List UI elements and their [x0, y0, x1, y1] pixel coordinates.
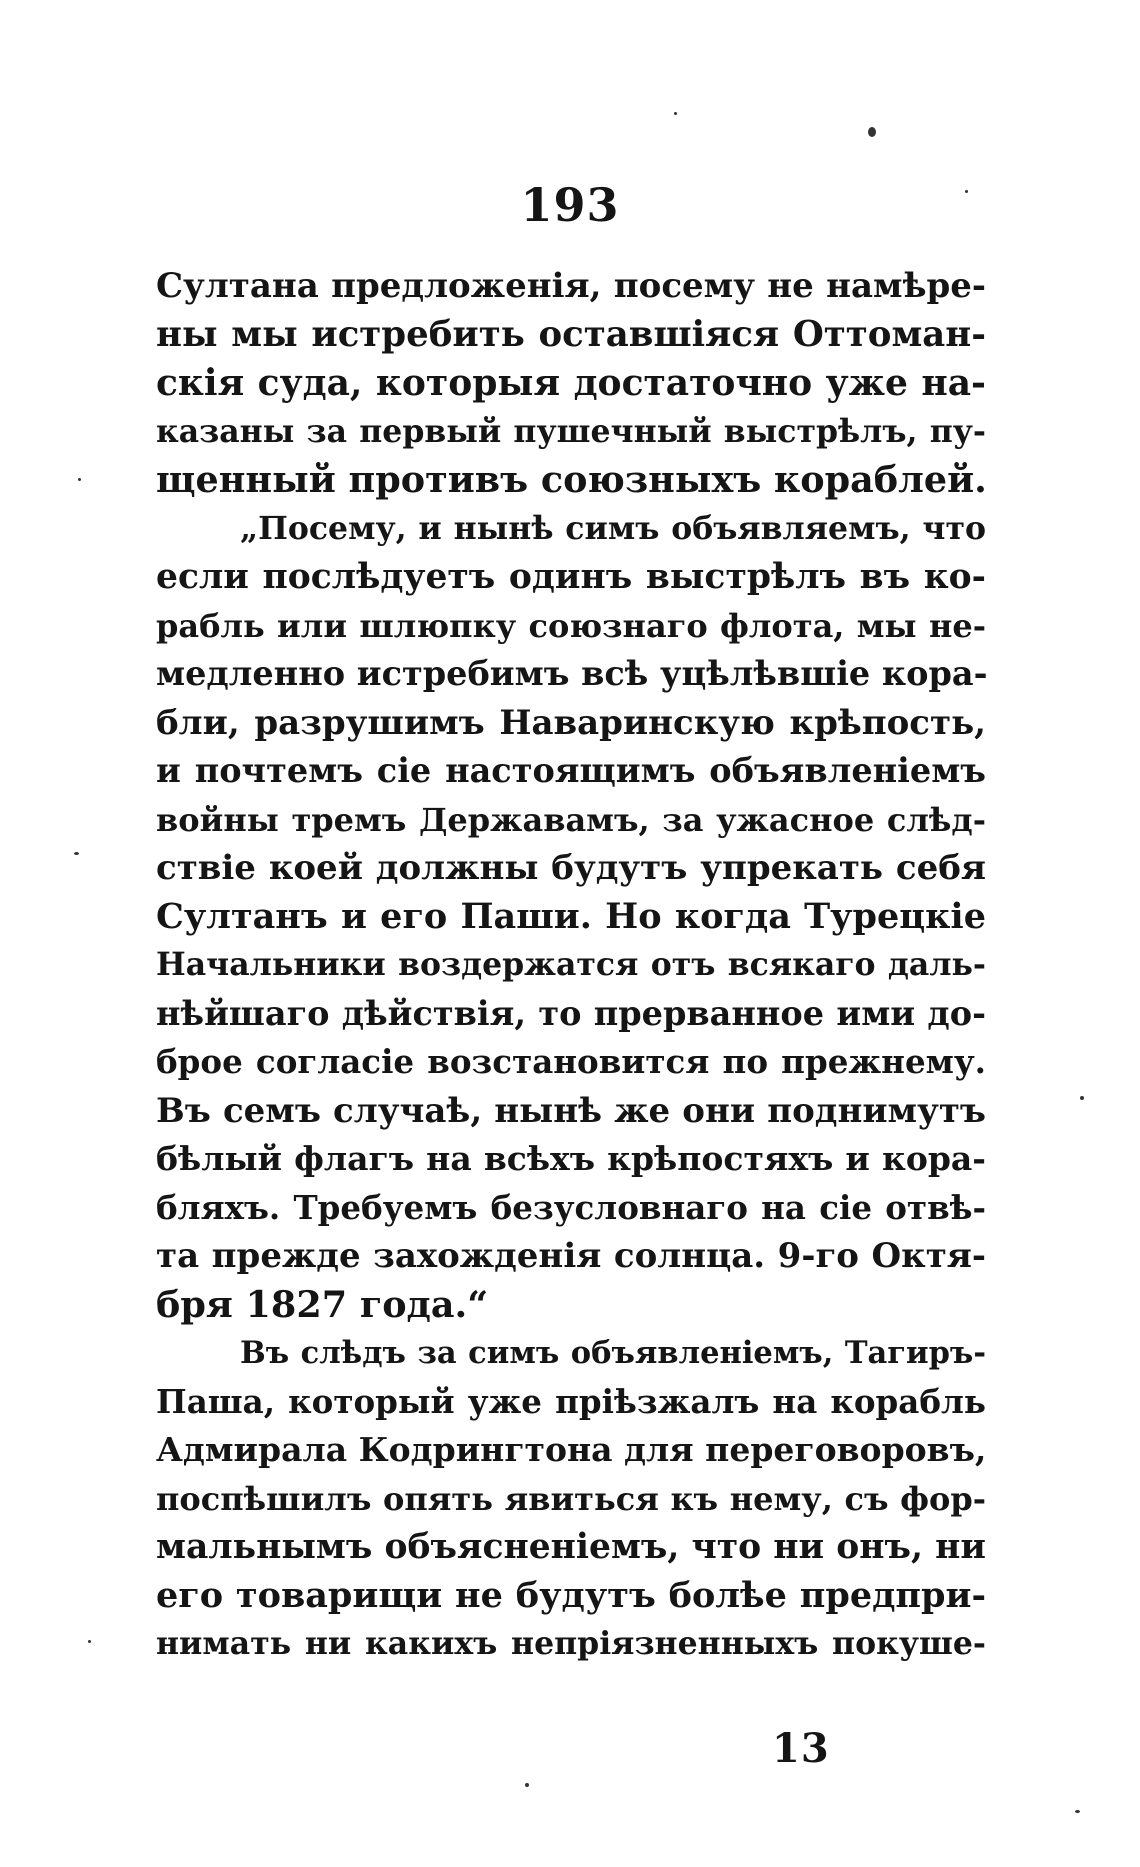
scan-speck: [74, 852, 79, 855]
signature-mark: 13: [772, 1725, 830, 1772]
text-line: бли, разрушимъ Наваринскую крѣпость,: [156, 702, 986, 743]
text-line: щенный противъ союзныхъ кораблей.: [156, 458, 987, 501]
text-line: нѣйшаго дѣйствія, то прерванное ими до-: [156, 993, 986, 1033]
text-line: ны мы истребить оставшіяся Оттоман-: [156, 313, 986, 355]
text-line: Султанъ и его Паши. Но когда Турецкіе: [156, 895, 986, 937]
text-line: и почтемъ сіе настоящимъ объявленіемъ: [156, 751, 986, 790]
text-line: та прежде захожденія солнца. 9-го Октя-: [156, 1236, 986, 1276]
text-line: войны тремъ Державамъ, за ужасное слѣд-: [156, 800, 986, 839]
scan-speck: [1080, 1096, 1084, 1100]
text-line: медленно истребимъ всѣ уцѣлѣвшіе кора-: [156, 654, 988, 693]
scan-speck: [1075, 1810, 1080, 1813]
text-line: нимать ни какихъ непріязненныхъ покуше-: [156, 1625, 986, 1662]
paragraph-start-line: „Посему, и нынѣ симъ объявляемъ, что: [240, 509, 986, 547]
scan-speck: [78, 478, 81, 481]
scan-speck: [674, 112, 677, 115]
scan-speck: [868, 127, 876, 137]
text-line: поспѣшилъ опять явиться къ нему, съ фор-: [156, 1479, 986, 1518]
text-line: ствіе коей должны будутъ упрекать себя: [156, 848, 986, 888]
body-text: [156, 262, 986, 1669]
text-line: если послѣдуетъ одинъ выстрѣлъ въ ко-: [156, 557, 986, 597]
scan-speck: [965, 190, 968, 193]
text-line: Паша, который уже пріѣзжалъ на корабль: [156, 1381, 986, 1421]
text-line: Въ семъ случаѣ, нынѣ же они поднимутъ: [156, 1090, 986, 1131]
text-line: брое согласіе возстановится по прежнему.: [156, 1042, 986, 1081]
text-line: бря 1827 года.“: [156, 1282, 489, 1326]
text-line: рабль или шлюпку союзнаго флота, мы не-: [156, 606, 986, 645]
text-line: мальнымъ объясненіемъ, что ни онъ, ни: [156, 1527, 986, 1567]
page-number: 193: [520, 178, 620, 232]
text-line: Адмирала Кодрингтона для переговоровъ,: [156, 1430, 987, 1469]
text-line: Султана предложенія, посему не намѣре-: [156, 266, 986, 306]
text-line: скія суда, которыя достаточно уже на-: [156, 362, 986, 404]
text-line: Начальники воздержатся отъ всякаго даль-: [156, 946, 986, 983]
paragraph-start-line: Въ слѣдъ за симъ объявленіемъ, Тагиръ-: [240, 1335, 986, 1371]
scan-speck: [525, 1783, 529, 1787]
text-line: бѣлый флагъ на всѣхъ крѣпостяхъ и кора-: [156, 1139, 986, 1178]
text-line: его товарищи не будутъ болѣе предпри-: [156, 1574, 986, 1616]
text-line: бляхъ. Требуемъ безусловнаго на сіе отвѣ-: [156, 1187, 986, 1227]
text-line: казаны за первый пушечный выстрѣлъ, пу-: [156, 412, 986, 450]
scan-speck: [88, 1640, 91, 1643]
